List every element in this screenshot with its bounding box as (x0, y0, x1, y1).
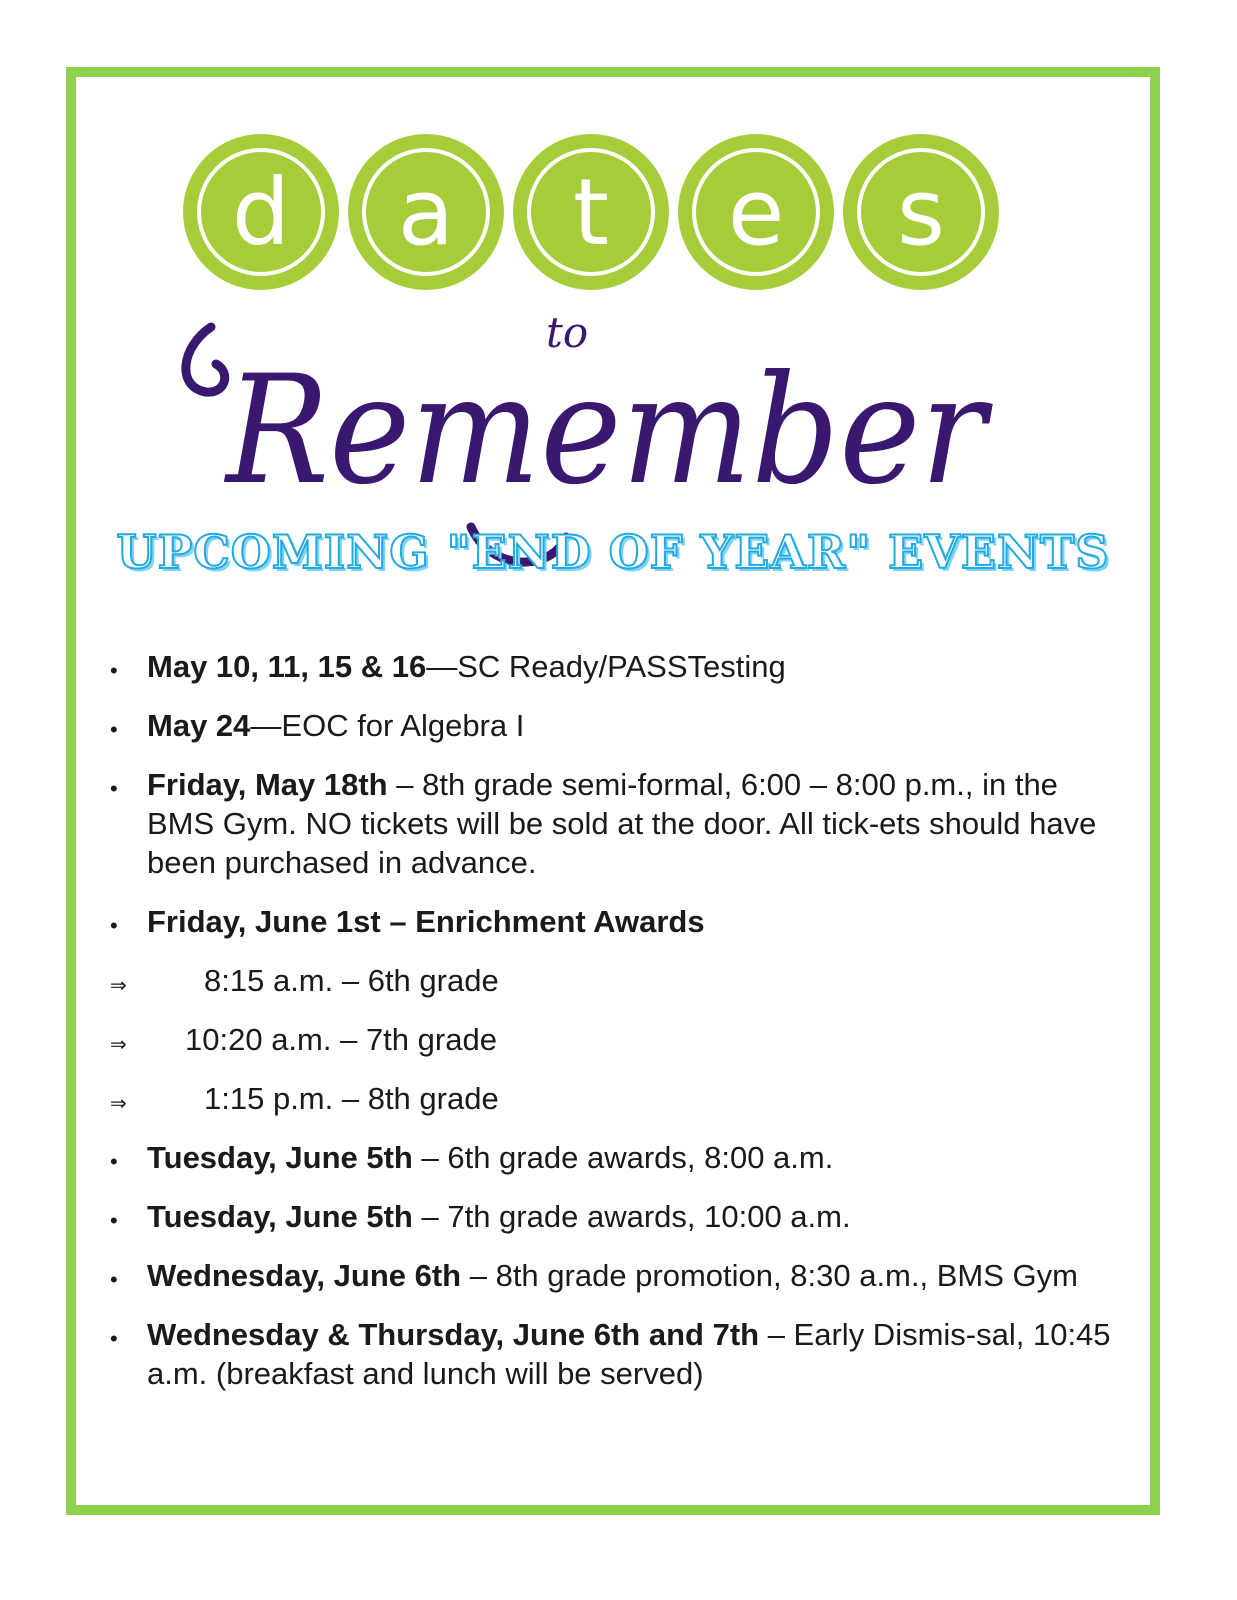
event-text: —SC Ready/PASSTesting (426, 649, 786, 684)
event-date: May 24 (147, 708, 251, 743)
list-item (102, 765, 1112, 882)
event-text: – 8th grade promotion, 8:30 a.m., BMS Gym (461, 1258, 1078, 1293)
subtitle-heading: UPCOMING "END OF YEAR" EVENTS (116, 525, 1110, 579)
list-item (102, 1138, 1112, 1177)
logo-letter: a (397, 159, 455, 266)
letter-circle-d (183, 134, 339, 290)
events-list (102, 647, 1112, 1413)
event-text: 8:15 a.m. – 6th grade (204, 963, 499, 998)
event-text: – 6th grade awards, 8:00 a.m. (412, 1140, 834, 1175)
logo-remember: Remember (223, 344, 994, 518)
event-date: Wednesday, June 6th (147, 1258, 462, 1293)
list-item (102, 902, 1112, 941)
list-item (102, 1079, 1112, 1118)
letter-circle-e (678, 134, 834, 290)
arrow-icon: ⇒ (110, 975, 127, 997)
bullet-marker: • (110, 776, 118, 801)
list-item (102, 647, 1112, 686)
list-item (102, 1315, 1112, 1393)
letter-circle-s (843, 134, 999, 290)
dates-circles (183, 134, 999, 290)
bullet-marker: • (110, 913, 118, 938)
arrow-icon: ⇒ (110, 1093, 127, 1115)
event-text: – Early Dismis-sal, 10:45 a.m. (breakfast and lunch will be served) (147, 1317, 1111, 1391)
letter-circle-a (348, 134, 504, 290)
event-text: – 8th grade semi-formal, 6:00 – 8:00 p.m., in the BMS Gym. NO tickets will be sold at the door. All tick-ets should have been purchased in advance. (147, 767, 1097, 880)
list-item (102, 706, 1112, 745)
event-date: May 10, 11, 15 & 16 (147, 649, 427, 684)
logo-letter: s (897, 159, 945, 266)
page-frame (66, 67, 1160, 1515)
list-item (102, 1256, 1112, 1295)
dates-to-remember-logo (171, 132, 1001, 572)
logo-letter: t (572, 159, 610, 266)
list-item (102, 1020, 1112, 1059)
logo-letter: e (727, 159, 785, 266)
bullet-marker: • (110, 1267, 118, 1292)
event-text: —EOC for Algebra I (250, 708, 525, 743)
bullet-marker: • (110, 717, 118, 742)
bullet-marker: • (110, 658, 118, 683)
list-item (102, 1197, 1112, 1236)
event-date: Friday, May 18th (147, 767, 388, 802)
event-text: 10:20 a.m. – 7th grade (185, 1022, 497, 1057)
bullet-marker: • (110, 1326, 118, 1351)
logo-to: to (546, 308, 589, 357)
bullet-marker: • (110, 1208, 118, 1233)
event-text: 1:15 p.m. – 8th grade (204, 1081, 499, 1116)
event-date: Tuesday, June 5th (147, 1199, 413, 1234)
event-text: – 7th grade awards, 10:00 a.m. (412, 1199, 851, 1234)
event-date: Friday, June 1st – Enrichment Awards (147, 904, 705, 939)
bullet-marker: • (110, 1149, 118, 1174)
logo-letter: d (231, 159, 291, 266)
logo-swirl (186, 327, 225, 392)
arrow-icon: ⇒ (110, 1034, 127, 1056)
event-date: Wednesday & Thursday, June 6th and 7th (147, 1317, 760, 1352)
letter-circle-t (513, 134, 669, 290)
event-date: Tuesday, June 5th (147, 1140, 413, 1175)
list-item (102, 961, 1112, 1000)
